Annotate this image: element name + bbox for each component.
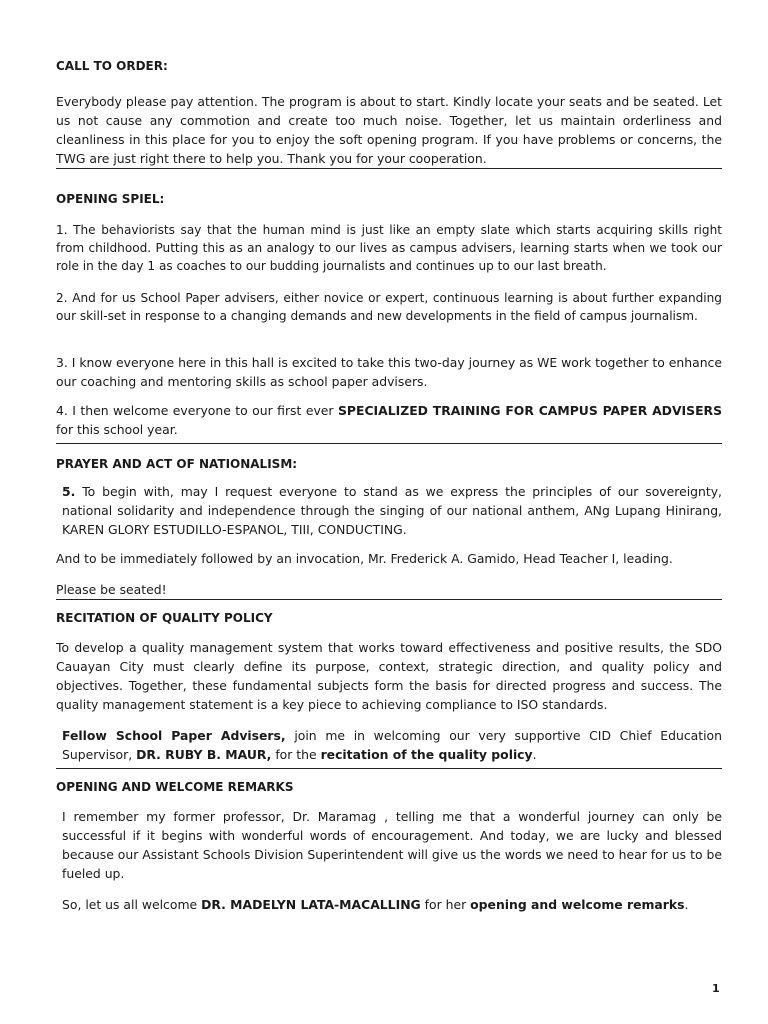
call-to-order-text: Everybody please pay attention. The program is about to start. Kindly locate your seats and be seated. Let us not cause any commotion and create too much noise. Together, let us maintain orderliness and cleanliness in this place for you to enjoy the soft opening program. If you have problems or concerns, the TWG are just right there to help you. Thank you for your cooperation.	[56, 94, 722, 166]
spiel-paragraph-1: 1. The behaviorists say that the human mind is just like an empty slate which starts acquiring skills right from childhood. Putting this as an analogy to our lives as campus advisers, learning starts when we took our role in the day 1 as coaches to our budding journalists and continues up to our last breath.	[56, 223, 722, 273]
intro-bold-recitation: recitation of the quality policy	[320, 747, 533, 762]
speaker-name-macalling: DR. MADELYN LATA-MACALLING	[201, 897, 421, 912]
call-to-order-heading: CALL TO ORDER:	[56, 59, 168, 73]
welcome-closing-text	[56, 895, 722, 914]
intro-text-3: .	[532, 747, 537, 762]
prayer-heading: PRAYER AND ACT OF NATIONALISM:	[56, 457, 298, 471]
please-be-seated-text: Please be seated!	[56, 582, 167, 597]
quality-policy-introduction	[56, 726, 722, 764]
paragraph-number: 5.	[62, 484, 76, 499]
welcome-remarks-heading: OPENING AND WELCOME REMARKS	[56, 780, 294, 794]
training-title: SPECIALIZED TRAINING FOR CAMPUS PAPER ADVISERS	[337, 403, 722, 418]
spiel-paragraph-2: 2. And for us School Paper advisers, either novice or expert, continuous learning is about further expanding our skill-set in response to a changing demands and new developments in the field of campus journalism.	[56, 291, 722, 323]
closing-bold-remarks: opening and welcome remarks	[470, 897, 685, 912]
quality-policy-text: To develop a quality management system that works toward effectiveness and positive results, the SDO Cauayan City must clearly define its purpose, context, strategic direction, and quality policy and objectives. Together, these fundamental subjects form the basis for directed progress and success. The quality management statement is a key piece to achieving compliance to ISO standards.	[56, 640, 722, 712]
prayer-paragraph-5	[56, 482, 722, 539]
closing-mid: for her	[420, 897, 471, 912]
invocation-text: And to be immediately followed by an invocation, Mr. Frederick A. Gamido, Head Teacher I, leading.	[56, 551, 673, 566]
intro-bold-advisers: Fellow School Paper Advisers,	[62, 728, 286, 743]
closing-lead: So, let us all welcome	[62, 897, 202, 912]
welcome-remarks-text: I remember my former professor, Dr. Maramag , telling me that a wonderful journey can only be successful if it begins with wonderful words of encouragement. And today, we are lucky and blessed because our Assistant Schools Division Superintendent will give us the words we need to hear for us to be fueled up.	[62, 809, 722, 881]
opening-spiel-heading: OPENING SPIEL:	[56, 192, 165, 206]
document-body	[56, 58, 722, 914]
page-number: 1	[712, 982, 720, 995]
spiel-p4-tail: for this school year.	[56, 422, 178, 437]
closing-tail: .	[684, 897, 689, 912]
spiel-paragraph-3: 3. I know everyone here in this hall is excited to take this two-day journey as WE work together to enhance our coaching and mentoring skills as school paper advisers.	[56, 355, 722, 389]
spiel-paragraph-4	[56, 401, 722, 439]
spiel-p4-lead: 4. I then welcome everyone to our first ever	[56, 403, 338, 418]
intro-text-2: for the	[271, 747, 321, 762]
quality-policy-heading: RECITATION OF QUALITY POLICY	[56, 611, 273, 625]
prayer-p5-text: To begin with, may I request everyone to stand as we express the principles of our sovereignty, national solidarity and independence through the singing of our national anthem, ANg Lupang Hinirang, KAREN GLORY ESTUDILLO-ESPANOL, TIII, CONDUCTING.	[62, 484, 722, 537]
speaker-name-maur: DR. RUBY B. MAUR,	[136, 747, 272, 762]
intro-text-1: join me in welcoming our very supportive CID Chief Education Supervisor,	[62, 728, 722, 762]
